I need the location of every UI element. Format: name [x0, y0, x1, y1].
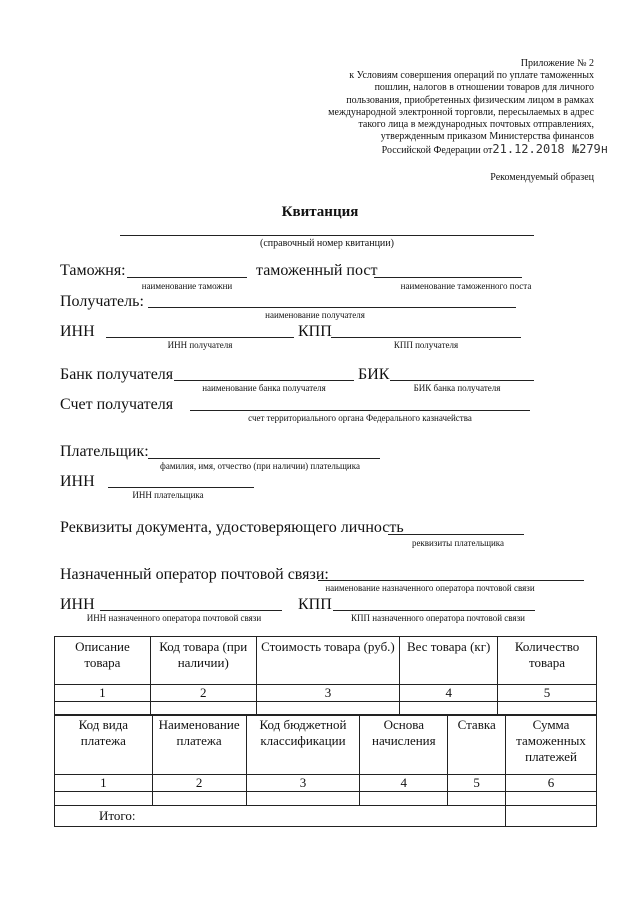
- total-label-cell: [55, 806, 506, 827]
- payments-cell[interactable]: [506, 792, 597, 806]
- ref-number-line[interactable]: [120, 235, 534, 236]
- total-label: Итого:: [99, 808, 136, 823]
- column-number: 1: [55, 775, 153, 792]
- appendix-line: пошлин, налогов в отношении товаров для личного: [374, 82, 594, 94]
- column-number: 3: [246, 775, 360, 792]
- appendix-last-line: Российской Федерации от21.12.2018 №279н: [381, 142, 608, 157]
- inn-field[interactable]: [106, 337, 294, 338]
- bank-label: Банк получателя: [60, 366, 174, 383]
- goods-header-code: Код товара (при наличии): [150, 637, 256, 685]
- total-row: [55, 806, 597, 827]
- table-header-row: [55, 715, 597, 775]
- table-row: [55, 775, 597, 792]
- bik-label: БИК: [358, 366, 390, 383]
- customs-post-field[interactable]: [374, 277, 522, 278]
- id-doc-sub: реквизиты плательщика: [411, 538, 505, 548]
- appendix-line: международной электронной торговли, пересылаемых в адрес: [328, 106, 594, 118]
- payments-header-rate: Ставка: [448, 715, 506, 775]
- column-number: 2: [150, 685, 256, 702]
- customs-label: Таможня:: [60, 262, 126, 279]
- operator-inn-label: ИНН: [60, 596, 95, 613]
- column-number: 5: [448, 775, 506, 792]
- goods-header-description: Описание товара: [55, 637, 151, 685]
- payments-header-type-code: Код вида платежа: [55, 715, 153, 775]
- appendix-line: утвержденным приказом Министерства финансов: [380, 131, 594, 143]
- operator-label: Назначенный оператор почтовой связи:: [60, 566, 329, 583]
- page-title: Квитанция: [281, 204, 359, 220]
- kpp-label: КПП: [298, 323, 332, 340]
- bik-sub: БИК банка получателя: [413, 383, 501, 393]
- goods-table: [54, 636, 597, 716]
- appendix-header: [274, 58, 608, 158]
- ref-number-caption: (справочный номер квитанции): [260, 238, 394, 249]
- payments-cell[interactable]: [448, 792, 506, 806]
- payments-cell[interactable]: [246, 792, 360, 806]
- order-stamp: 21.12.2018 №279н: [492, 142, 608, 157]
- payer-inn-field[interactable]: [108, 487, 254, 488]
- payments-table: [54, 714, 597, 827]
- account-sub: счет территориального органа Федерального казначейства: [248, 413, 472, 423]
- operator-sub: наименование назначенного оператора почтовой связи: [325, 583, 535, 593]
- goods-header-weight: Вес товара (кг): [400, 637, 498, 685]
- column-number: 5: [498, 685, 597, 702]
- column-number: 4: [400, 685, 498, 702]
- payments-header-kbk: Код бюджетной классификации: [246, 715, 360, 775]
- customs-sub: наименование таможни: [141, 281, 233, 291]
- recipient-label: Получатель:: [60, 293, 144, 310]
- customs-field[interactable]: [127, 277, 247, 278]
- total-sum-cell[interactable]: [506, 806, 597, 827]
- goods-header-quantity: Количество товара: [498, 637, 597, 685]
- payments-cell[interactable]: [152, 792, 246, 806]
- operator-kpp-sub: КПП назначенного оператора почтовой связи: [351, 613, 525, 623]
- recipient-field[interactable]: [148, 307, 516, 308]
- payer-field[interactable]: [148, 458, 380, 459]
- payments-header-base: Основа начисления: [360, 715, 448, 775]
- operator-inn-sub: ИНН назначенного оператора почтовой связи: [86, 613, 262, 623]
- account-label: Счет получателя: [60, 396, 174, 413]
- customs-post-sub: наименование таможенного поста: [400, 281, 532, 291]
- id-doc-field[interactable]: [388, 534, 524, 535]
- appendix-line: пользования, приобретенных физическим лицом в рамках: [346, 94, 594, 106]
- payments-header-sum: Сумма таможенных платежей: [506, 715, 597, 775]
- bank-sub: наименование банка получателя: [202, 383, 326, 393]
- id-doc-label: Реквизиты документа, удостоверяющего личность: [60, 519, 404, 536]
- kpp-sub: КПП получателя: [393, 340, 459, 350]
- payer-label: Плательщик:: [60, 443, 149, 460]
- kpp-field[interactable]: [331, 337, 521, 338]
- account-field[interactable]: [190, 410, 530, 411]
- column-number: 3: [256, 685, 400, 702]
- appendix-line: к Условиям совершения операций по уплате таможенных: [349, 70, 594, 82]
- table-row[interactable]: [55, 792, 597, 806]
- payments-header-name: Наименование платежа: [152, 715, 246, 775]
- table-row: [55, 685, 597, 702]
- operator-kpp-field[interactable]: [333, 610, 535, 611]
- column-number: 1: [55, 685, 151, 702]
- operator-kpp-label: КПП: [298, 596, 332, 613]
- appendix-number: Приложение № 2: [520, 58, 594, 69]
- bank-field[interactable]: [174, 380, 354, 381]
- column-number: 6: [506, 775, 597, 792]
- operator-inn-field[interactable]: [100, 610, 282, 611]
- bik-field[interactable]: [390, 380, 534, 381]
- recipient-sub: наименование получателя: [265, 310, 365, 320]
- table-header-row: [55, 637, 597, 685]
- recommended-sample: Рекомендуемый образец: [490, 172, 594, 183]
- payer-inn-label: ИНН: [60, 473, 95, 490]
- payments-cell[interactable]: [55, 792, 153, 806]
- inn-label: ИНН: [60, 323, 95, 340]
- appendix-line: такого лица в международных почтовых отправлениях,: [358, 119, 594, 131]
- column-number: 2: [152, 775, 246, 792]
- payer-inn-sub: ИНН плательщика: [132, 490, 204, 500]
- inn-sub: ИНН получателя: [167, 340, 233, 350]
- payments-cell[interactable]: [360, 792, 448, 806]
- customs-post-label: таможенный пост: [256, 262, 378, 279]
- column-number: 4: [360, 775, 448, 792]
- operator-field[interactable]: [318, 580, 584, 581]
- payer-sub: фамилия, имя, отчество (при наличии) плательщика: [160, 461, 360, 471]
- goods-header-cost: Стоимость товара (руб.): [256, 637, 400, 685]
